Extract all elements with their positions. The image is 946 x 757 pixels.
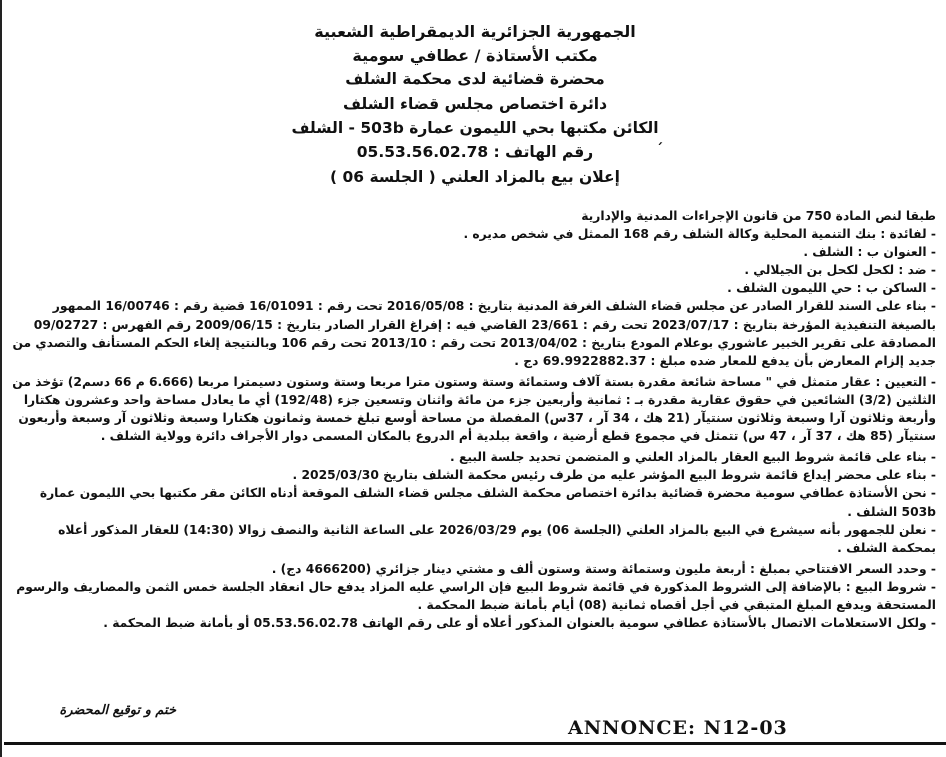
notice-body bbox=[12, 207, 936, 632]
bailiff-title: محضرة قضائية لدى محكمة الشلف bbox=[345, 70, 605, 88]
office-name: مكتب الأستاذة / عطافي سومية bbox=[352, 46, 598, 65]
sale-terms: - شروط البيع : بالإضافة إلى الشروط المذكورة في قائمة شروط البيع فإن الراسي عليه المزاد يدفع حال انعقاد الجلسة خمس الثمن والمصاريف والرسوم المستحقة ويدفع المبلغ المتبقي في أجل أقصاه ثمانية (08) أيام بأمانة ضبط المحكمة . bbox=[16, 579, 936, 612]
announcement-number: ANNONCE: N12-03 bbox=[568, 717, 788, 739]
property-description: - التعيين : عقار متمثل في " مساحة شائعة مقدرة بستة آلاف وستمائة وستة وستون مترا مربعا وستة وستون دسيمترا مربعا (6.666 م 66 دسم2) تؤخذ من الثلثين (3/2) الشائعين في حقوق عقارية مقدرة بـ : ثمانية وأربعين جزء من مائة واثنان وتسعين جزء (192/48) أي ما يعادل مساحة واحد وعشرون هكتارا وأربعة وثلاثون آرا وسبعة وثلاثون سنتيآر (21 هك ، 34 آر ، 37س) المفصلة من مساحة أوسع تبلغ خمسة وثمانون هكتارا وسبعة وثلاثون آر وسبعة وأربعون سنتيآر (85 هك ، 37 آر ، 47 س) تتمثل في مجموع قطع أرضية ، واقعة ببلدية أم الدروع بالمكان المسمى دوار الأجراف دائرة وولاية الشلف . bbox=[12, 374, 936, 444]
bottom-divider bbox=[4, 742, 946, 745]
beneficiary-address: - العنوان ب : الشلف . bbox=[803, 245, 936, 260]
phone-number: رقم الهاتف : 05.53.56.02.78 bbox=[356, 143, 594, 161]
judgment-reference: - بناء على السند للقرار الصادر عن مجلس قضاء الشلف الغرفة المدنية بتاريخ : 2016/05/08 تحت رقم : 16/01091 قضية رقم : 16/00746 الممهور بالصيغة التنفيذية المؤرخة بتاريخ : 2023/07/17 تحت رقم : 23/661 القاضي فيه : إفراغ القرار الصادر بتاريخ : 2009/06/15 رقم الفهرس : 09/02727 المصادقة على تقرير الخبير عاشوري بوعلام المودع بتاريخ : 2013/04/02 تحت رقم : 2013/10 تحت رقم 106 وبالنتيجة إلغاء الحكم المستأنف والتصدي من جديد إلزام المعارض بأن يدفع للمعار ضده مبلغ : 69.9922882.37 دج . bbox=[12, 299, 936, 368]
sale-conditions-list: - بناء على قائمة شروط البيع العقار بالمزاد العلني و المتضمن تحديد جلسة البيع . bbox=[450, 450, 936, 465]
jurisdiction: دائرة اختصاص مجلس قضاء الشلف bbox=[342, 95, 608, 113]
notice-title: إعلان بيع بالمزاد العلني ( الجلسة 06 ) bbox=[330, 168, 620, 186]
defendant: - ضد : لكحل لكحل بن الجيلالي . bbox=[744, 263, 936, 278]
contact-info: - ولكل الاستعلامات الاتصال بالأستاذة عطافي سومية بالعنوان المذكور أعلاه أو على رقم الهاتف 05.53.56.02.78 أو بأمانة ضبط المحكمة . bbox=[103, 616, 936, 631]
opening-price: - وحدد السعر الافتتاحي بمبلغ : أربعة مليون وستمائة وستة وستون ألف و مشتي دينار جزائري (4666200 دج) . bbox=[271, 561, 936, 576]
legal-basis: طبقا لنص المادة 750 من قانون الإجراءات المدنية والإدارية bbox=[581, 209, 936, 223]
defendant-address: - الساكن ب : حي الليمون الشلف . bbox=[727, 281, 936, 296]
deposit-record: - بناء على محضر إيداع قائمة شروط البيع المؤشر عليه من طرف رئيس محكمة الشلف بتاريخ 2025/03/30 . bbox=[292, 468, 936, 483]
auction-announcement: - نعلن للجمهور بأنه سيشرع في البيع بالمزاد العلني (الجلسة 06) يوم 2026/03/29 على الساعة الثانية والنصف زوالا (14:30) للعقار المذكور أعلاه بمحكمة الشلف . bbox=[58, 522, 936, 555]
stray-mark: ˊ bbox=[656, 142, 663, 158]
bailiff-statement: - نحن الأستاذة عطافي سومية محضرة قضائية بدائرة اختصاص محكمة الشلف مجلس قضاء الشلف الموقعة أدناه الكائن مقر مكتبها بحي الليمون عمارة 503b الشلف . bbox=[39, 486, 936, 519]
signature-label: ختم و توقيع المحضرة bbox=[59, 703, 176, 718]
office-address: الكائن مكتبها بحي الليمون عمارة 503b - الشلف bbox=[291, 119, 659, 137]
republic-header: الجمهورية الجزائرية الديمقراطية الشعبية bbox=[314, 22, 636, 41]
beneficiary: - لفائدة : بنك التنمية المحلية وكالة الشلف رقم 168 الممثل في شخص مديره . bbox=[463, 227, 936, 242]
